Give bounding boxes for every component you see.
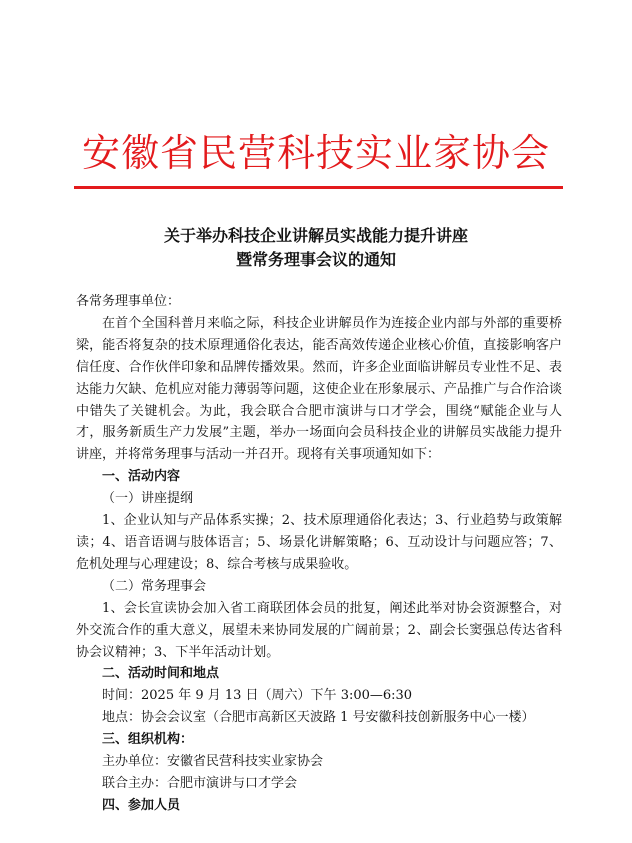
organization-title: 安徽省民营科技实业家协会 (81, 131, 550, 175)
section-1-sub1-heading: （一）讲座提纲 (102, 491, 194, 507)
council-meeting-text: 1、会长宣读协会加入省工商联团体会员的批复，阐述此举对协会资源整合，对外交流合作的重大意义，展望未来协同发展的广阔前景；2、副会长窦强总传达省科协会议精神；3、下半年活动计划。 (76, 600, 562, 660)
notice-title (0, 224, 632, 272)
cohost-organization: 联合主办：合肥市演讲与口才学会 (102, 775, 298, 791)
section-1-heading: 一、活动内容 (102, 469, 181, 485)
notice-body (76, 291, 562, 817)
intro-paragraph: 在首个全国科普月来临之际，科技企业讲解员作为连接企业内部与外部的重要桥梁，能否将复杂的技术原理通俗化表达，能否高效传递企业核心价值，直接影响客户信任度、合作伙伴印象和品牌传播效果。然而，许多企业面临讲解员专业性不足、表达能力欠缺、危机应对能力薄弱等问题，这使企业在形象展示、产品推广与合作洽谈中错失了关键机会。为此，我会联合合肥市演讲与口才学会，围绕“赋能企业与人才，服务新质生产力发展”主题，举办一场面向会员科技企业的讲解员实战能力提升讲座，并将常务理事与活动一并召开。现将有关事项通知如下： (76, 315, 562, 463)
notice-title-line-2: 暨常务理事会议的通知 (235, 250, 396, 269)
section-4-heading: 四、参加人员 (102, 797, 181, 813)
event-place: 地点：协会会议室（合肥市高新区天波路 1 号安徽科技创新服务中心一楼） (102, 710, 535, 726)
header-divider (74, 186, 563, 189)
salutation: 各常务理事单位： (76, 294, 181, 309)
host-organization: 主办单位：安徽省民营科技实业家协会 (102, 754, 324, 770)
section-1-sub2-heading: （二）常务理事会 (102, 578, 207, 594)
notice-title-line-1: 关于举办科技企业讲解员实战能力提升讲座 (163, 226, 468, 245)
section-2-heading: 二、活动时间和地点 (102, 666, 220, 682)
section-3-heading: 三、组织机构： (102, 732, 194, 748)
lecture-outline-text: 1、企业认知与产品体系实操；2、技术原理通俗化表达；3、行业趋势与政策解读；4、语音语调与肢体语言；5、场景化讲解策略；6、互动设计与问题应答；7、危机处理与心理建设；8、综合考核与成果验收。 (76, 513, 562, 572)
event-time: 时间：2025 年 9 月 13 日（周六）下午 3:00—6:30 (102, 688, 413, 704)
